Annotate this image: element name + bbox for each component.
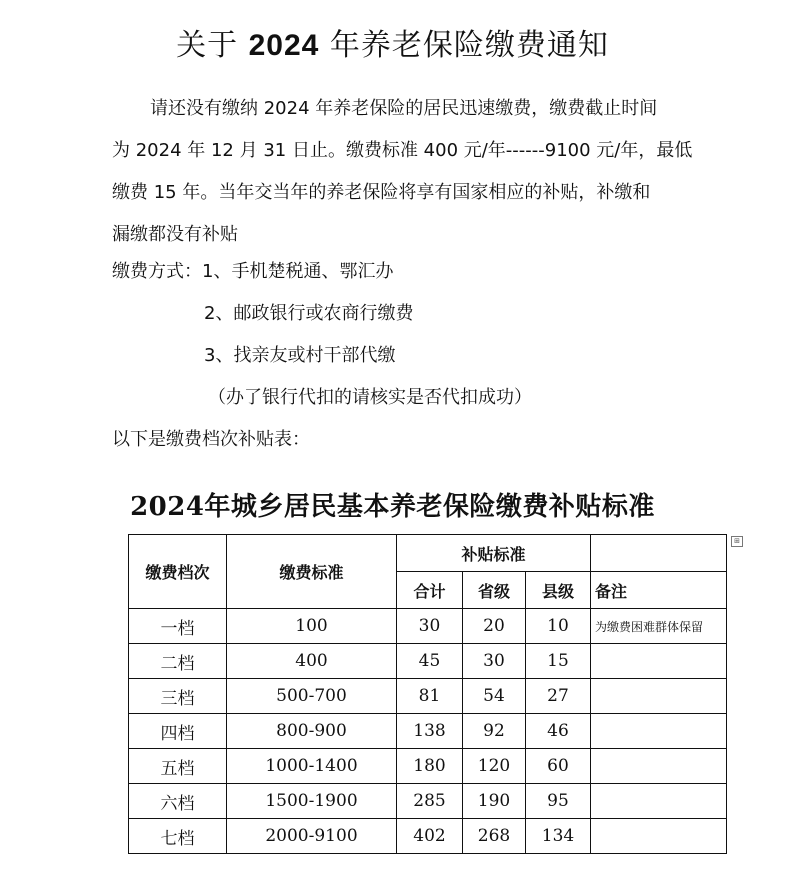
bank-deduction-note: （办了银行代扣的请核实是否代扣成功） (208, 387, 532, 408)
table-row (129, 784, 727, 819)
table-row (129, 679, 727, 714)
header-province: 省级 (463, 572, 526, 609)
row-county-cell: 46 (526, 714, 591, 749)
table-title: 2024年城乡居民基本养老保险缴费补贴标准 (130, 492, 655, 522)
row-county-cell: 15 (526, 644, 591, 679)
table-intro: 以下是缴费档次补贴表： (112, 429, 310, 450)
methods-label: 缴费方式： (112, 261, 202, 282)
row-total-cell: 138 (397, 714, 463, 749)
row-standard-cell: 500-700 (227, 679, 397, 714)
row-standard-cell: 2000-9100 (227, 819, 397, 854)
row-remark-cell (591, 679, 727, 714)
table-row (129, 609, 727, 644)
row-county-cell: 95 (526, 784, 591, 819)
table-row (129, 714, 727, 749)
table-properties-icon[interactable]: ⊞ (731, 536, 743, 547)
row-province-cell: 92 (463, 714, 526, 749)
row-remark-cell (591, 644, 727, 679)
notice-paragraph (112, 88, 693, 256)
header-county: 县级 (526, 572, 591, 609)
row-total-cell: 285 (397, 784, 463, 819)
page-title (0, 20, 785, 64)
header-total: 合计 (397, 572, 463, 609)
payment-methods-label (112, 258, 393, 286)
paragraph-line: 漏缴都没有补贴 (112, 224, 238, 245)
row-standard-cell: 800-900 (227, 714, 397, 749)
table-row (129, 749, 727, 784)
row-province-cell: 268 (463, 819, 526, 854)
title-year: 2024 (248, 29, 320, 62)
paragraph-line: 请还没有缴纳 2024 年养老保险的居民迅速缴费，缴费截止时间 (150, 98, 658, 119)
row-province-cell: 54 (463, 679, 526, 714)
row-level-cell: 四档 (129, 714, 227, 749)
row-remark-cell: 为缴费困难群体保留 (591, 609, 727, 644)
row-remark-cell (591, 749, 727, 784)
row-remark-cell (591, 819, 727, 854)
row-standard-cell: 100 (227, 609, 397, 644)
header-level: 缴费档次 (129, 535, 227, 609)
row-province-cell: 30 (463, 644, 526, 679)
row-province-cell: 120 (463, 749, 526, 784)
row-level-cell: 六档 (129, 784, 227, 819)
row-standard-cell: 1000-1400 (227, 749, 397, 784)
row-province-cell: 20 (463, 609, 526, 644)
header-blank (591, 535, 727, 572)
row-total-cell: 180 (397, 749, 463, 784)
header-standard: 缴费标准 (227, 535, 397, 609)
row-level-cell: 一档 (129, 609, 227, 644)
row-county-cell: 27 (526, 679, 591, 714)
row-standard-cell: 1500-1900 (227, 784, 397, 819)
row-remark-cell (591, 714, 727, 749)
method-item-1: 1、手机楚税通、鄂汇办 (202, 261, 394, 282)
title-suffix: 年养老保险缴费通知 (329, 28, 609, 63)
row-total-cell: 81 (397, 679, 463, 714)
row-remark-cell (591, 784, 727, 819)
title-prefix: 关于 (176, 28, 239, 63)
row-county-cell: 60 (526, 749, 591, 784)
row-total-cell: 30 (397, 609, 463, 644)
subsidy-table (128, 534, 727, 854)
row-county-cell: 134 (526, 819, 591, 854)
row-total-cell: 402 (397, 819, 463, 854)
paragraph-line: 为 2024 年 12 月 31 日止。缴费标准 400 元/年------9100 元/年，最低 (112, 140, 693, 161)
table-row (129, 819, 727, 854)
row-total-cell: 45 (397, 644, 463, 679)
row-county-cell: 10 (526, 609, 591, 644)
method-item-3: 3、找亲友或村干部代缴 (204, 345, 396, 366)
row-level-cell: 三档 (129, 679, 227, 714)
method-item-2: 2、邮政银行或农商行缴费 (204, 303, 414, 324)
paragraph-line: 缴费 15 年。当年交当年的养老保险将享有国家相应的补贴，补缴和 (112, 182, 651, 203)
header-remark: 备注 (591, 572, 727, 609)
row-province-cell: 190 (463, 784, 526, 819)
row-level-cell: 二档 (129, 644, 227, 679)
table-row (129, 644, 727, 679)
row-level-cell: 七档 (129, 819, 227, 854)
row-level-cell: 五档 (129, 749, 227, 784)
row-standard-cell: 400 (227, 644, 397, 679)
header-subsidy: 补贴标准 (397, 535, 591, 572)
